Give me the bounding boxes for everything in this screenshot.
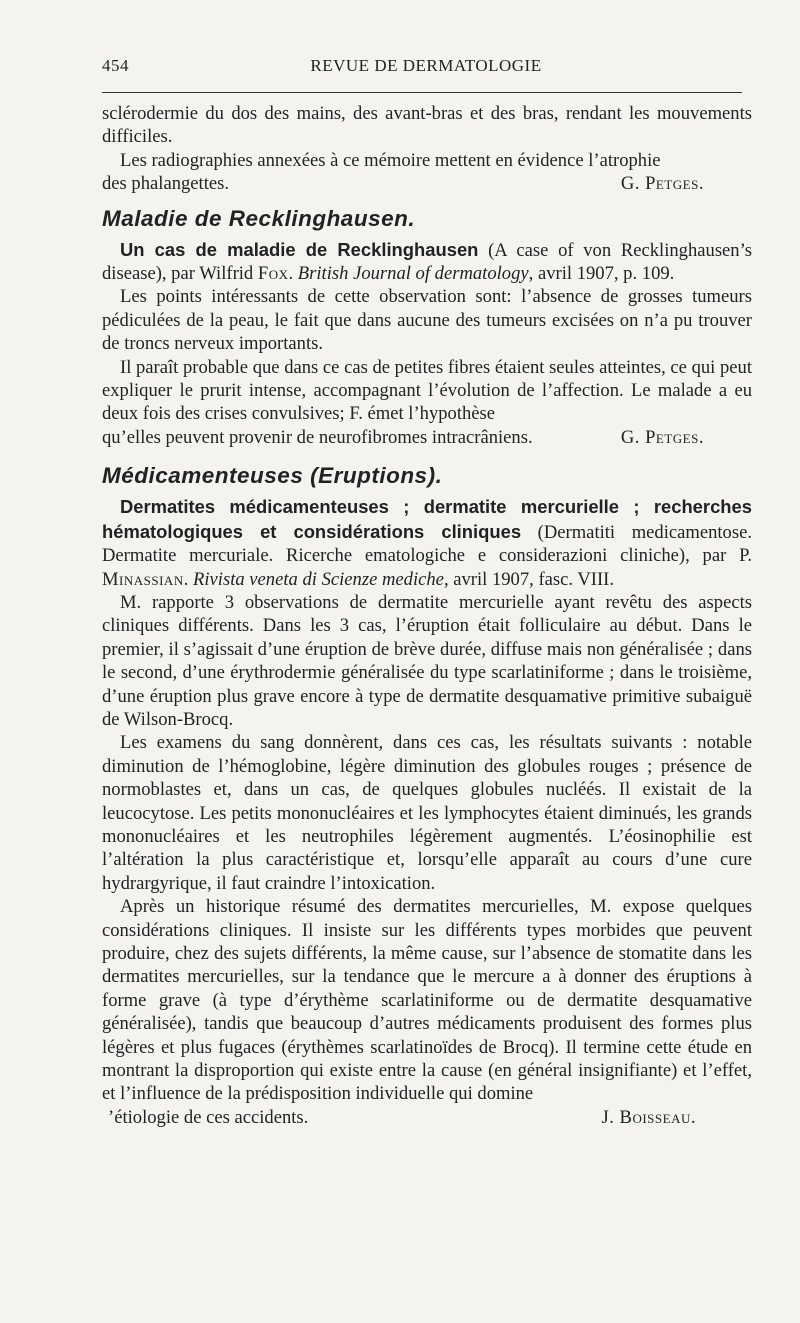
article-body bbox=[102, 102, 752, 1129]
section-heading-medicamenteuses: Médicamenteuses (Eruptions). bbox=[102, 463, 443, 489]
citation-dermatites: Dermatites médicamenteuses ; dermatite mercurielle ; recherches hématologiques et considérations cliniques (Dermatiti medicamentose. Dermatite mercuriale. Ricerche ematologiche e considerazioni cliniche), par P. Minassian. Rivista veneta di Scienze mediche, avril 1907, fasc. VIII. bbox=[102, 496, 752, 590]
citation-title: Dermatites médicamenteuses ; dermatite mercurielle ; recherches hématologiques et considérations cliniques bbox=[102, 496, 752, 542]
citation-author: Fox bbox=[257, 263, 289, 285]
header-rule bbox=[102, 92, 742, 93]
running-header bbox=[102, 56, 750, 84]
recklinghausen-paragraph-2: Il paraît probable que dans ce cas de petites fibres étaient seules atteintes, ce qui peut expliquer le prurit intense, accompagnant l’évolution de l’affection. Le malade a eu deux fois des crises convulsives; F. émet l’hypothèse bbox=[102, 356, 752, 425]
citation-author: Minassian bbox=[102, 568, 184, 590]
recklinghausen-signature: G. Petges. bbox=[620, 426, 704, 448]
dermatites-paragraph-3: Après un historique résumé des dermatites mercurielles, M. expose quelques considérations cliniques. Il insiste sur les différents types morbides que peuvent produire, chez des sujets différents, la même cause, sur l’absence de stomatite dans les dermatites mercurielles, sur la tendance que le mercure a à donner des éruptions à forme grave (à type d’érythème scarlatiniforme ou de dermatite desquamative généralisée), tandis que beaucoup d’autres médicaments produisent des formes plus légères et plus fugaces (érythèmes scarlatinoïdes de Brocq). Il termine cette étude en montrant la disproportion qui existe entre la cause (en général insignifiante) et l’effet, et l’influence de la prédisposition individuelle qui domine bbox=[102, 896, 752, 1105]
recklinghausen-paragraph-1: Les points intéressants de cette observation sont: l’absence de grosses tumeurs pédiculées de la peau, le fait que dans aucune des tumeurs excisées on n’a pu trouver de troncs nerveux importants. bbox=[102, 286, 752, 355]
dermatites-closing-line bbox=[102, 1106, 752, 1129]
citation-recklinghausen: Un cas de maladie de Recklinghausen (A case of von Recklinghausen’s disease), par Wilfrid Fox. British Journal of dermatology, avril 1907, p. 109. bbox=[102, 238, 753, 285]
citation-journal: Rivista veneta di Scienze mediche bbox=[193, 568, 444, 590]
citation-title: Un cas de maladie de Recklinghausen bbox=[120, 238, 479, 260]
dermatites-paragraph-2: Les examens du sang donnèrent, dans ces cas, les résultats suivants : notable diminution de l’hémoglobine, légère diminution des globules rouges ; présence de normoblastes et, dans un cas, de quelques globules nucléés. Il existait de la leucocytose. Les petits mononucléaires et les lymphocytes étaient diminués, les grands mononucléaires et les neutrophiles légèrement augmentés. L’éosinophilie est l’altération la plus caractéristique et, lorsqu’elle apparaît au cours d’une cure hydrargyrique, il faut craindre l’intoxication. bbox=[102, 732, 752, 894]
recklinghausen-closing-line bbox=[102, 426, 752, 449]
dermatites-paragraph-1: M. rapporte 3 observations de dermatite mercurielle ayant revêtu des aspects cliniques différents. Dans les 3 cas, l’éruption était folliculaire au début. Dans le premier, il s’agissait d’une éruption de brève durée, diffuse mais non généralisée ; dans le second, d’une érythrodermie généralisée du type scarlatiniforme ; dans le troisième, d’une éruption plus grave encore à type de dermatite desquamative primitive subaiguë de Wilson-Brocq. bbox=[102, 591, 752, 730]
section-heading-recklinghausen: Maladie de Recklinghausen. bbox=[102, 205, 416, 231]
intro-signature: G. Petges. bbox=[620, 173, 704, 195]
intro-closing-line bbox=[102, 172, 752, 195]
intro-paragraph-2-end: des phalangettes. bbox=[102, 173, 230, 195]
dermatites-signature: J. Boisseau. bbox=[601, 1106, 696, 1128]
recklinghausen-paragraph-2-end: qu’elles peuvent provenir de neurofibromes intracrâniens. bbox=[102, 426, 533, 448]
page-number: 454 bbox=[102, 56, 129, 75]
running-title: REVUE DE DERMATOLOGIE bbox=[310, 56, 542, 75]
citation-journal: British Journal of dermatology bbox=[297, 263, 529, 285]
dermatites-paragraph-3-end: ’étiologie de ces accidents. bbox=[108, 1106, 309, 1128]
intro-paragraph-1: sclérodermie du dos des mains, des avant-bras et des bras, rendant les mouvements difficiles. bbox=[102, 103, 752, 148]
intro-paragraph-2: Les radiographies annexées à ce mémoire mettent en évidence l’atrophie bbox=[120, 149, 661, 171]
